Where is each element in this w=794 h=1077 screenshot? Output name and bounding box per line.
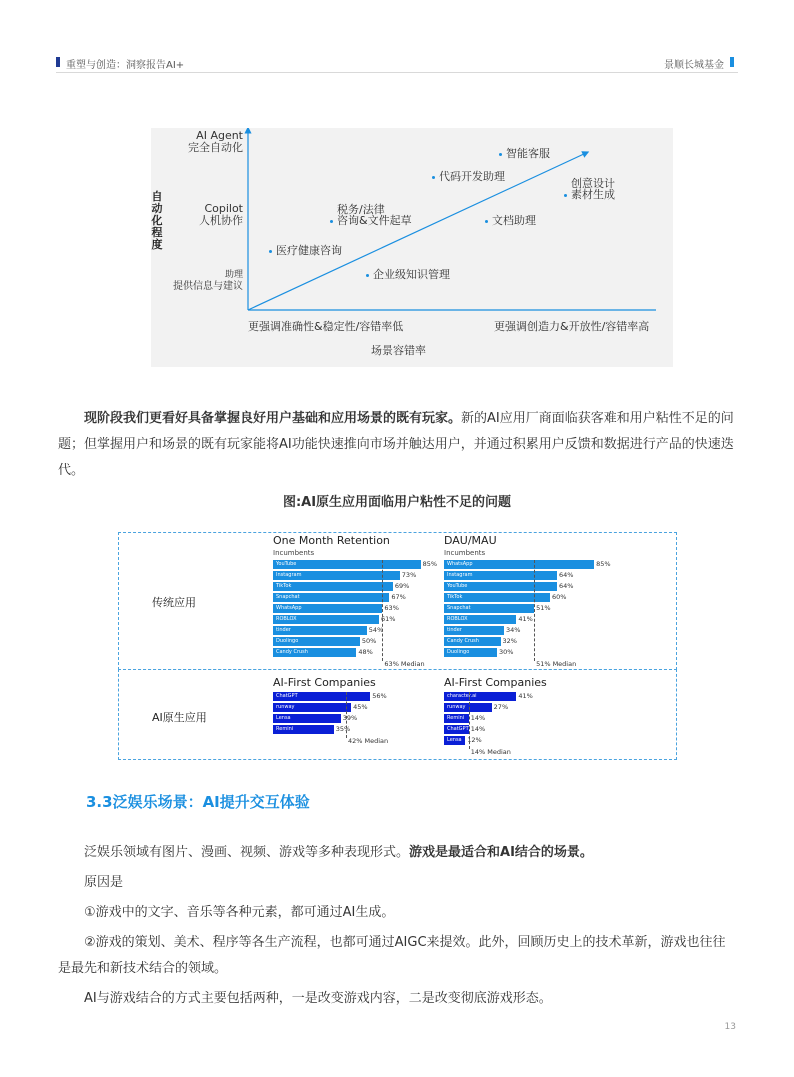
y-label-agent xyxy=(188,130,243,154)
bar-value-label: 64% xyxy=(559,571,574,579)
bar-value-label: 32% xyxy=(502,637,517,645)
y-label-assistant xyxy=(173,269,243,293)
bar-value-label: 12% xyxy=(467,736,482,744)
y-label-copilot xyxy=(199,203,243,227)
bar-value-label: 67% xyxy=(391,593,406,601)
bar: YouTube xyxy=(273,560,421,569)
y-label-line: 完全自动化 xyxy=(188,141,243,154)
bar-value-label: 50% xyxy=(361,637,377,645)
bar: WhatsApp xyxy=(273,604,382,613)
point-label: 创意设计 xyxy=(571,177,615,190)
point-label: 智能客服 xyxy=(506,147,550,160)
x-axis-title: 场景容错率 xyxy=(371,344,426,357)
point-dot xyxy=(485,220,488,223)
point-label: 企业级知识管理 xyxy=(373,268,450,281)
point-dot xyxy=(330,220,333,223)
bar: WhatsApp xyxy=(444,560,594,569)
bar-value-label: 54% xyxy=(368,626,384,634)
bar-value-label: 34% xyxy=(506,626,521,634)
header-left-title: 重塑与创造：洞察报告AI+ xyxy=(66,60,185,71)
bar-value-label: 69% xyxy=(394,582,410,590)
header-accent-bar xyxy=(56,57,60,67)
bar: YouTube xyxy=(444,582,557,591)
panel-title-daumau: DAU/MAU xyxy=(444,534,497,547)
bar-value-label: 85% xyxy=(422,560,438,568)
bar: TikTok xyxy=(444,593,550,602)
median-label: 51% Median xyxy=(536,660,577,668)
point-label: 代码开发助理 xyxy=(439,170,505,183)
point-label: 医疗健康咨询 xyxy=(276,244,342,257)
bar: runway xyxy=(273,703,351,712)
bar: ROBLOX xyxy=(444,615,516,624)
header-divider xyxy=(56,72,738,73)
paragraph-2: 原因是 xyxy=(84,875,124,890)
y-label-line: 提供信息与建议 xyxy=(173,281,243,292)
point-tax-legal xyxy=(330,204,412,226)
bar-value-label: 73% xyxy=(401,571,417,579)
bar: Lensa xyxy=(273,714,341,723)
x-label-high: 更强调创造力&开放性/容错率高 xyxy=(494,320,650,333)
point-label: 税务/法律 xyxy=(337,203,385,216)
median-label: 14% Median xyxy=(470,748,511,756)
automation-scatter-chart xyxy=(151,128,673,367)
point-smart-customer-service xyxy=(499,148,550,160)
bar-value-label: 41% xyxy=(518,615,533,623)
point-knowledge-management xyxy=(366,269,450,281)
panel-title-ai-retention: AI-First Companies xyxy=(273,676,376,689)
bar: Remini xyxy=(273,725,334,734)
median-line xyxy=(346,692,347,738)
bar-value-label: 51% xyxy=(536,604,551,612)
paragraph-5: AI与游戏结合的方式主要包括两种，一是改变游戏内容，二是改变彻底游戏形态。 xyxy=(84,991,552,1006)
median-line xyxy=(534,560,535,661)
point-dot xyxy=(499,153,502,156)
y-label-line: AI Agent xyxy=(196,129,243,142)
median-line xyxy=(382,560,383,661)
median-label: 63% Median xyxy=(384,660,425,668)
bar: ChatGPT xyxy=(444,725,469,734)
point-dot xyxy=(366,274,369,277)
bar: runway xyxy=(444,703,492,712)
point-medical-consult xyxy=(269,245,342,257)
panel-title-ai-daumau: AI-First Companies xyxy=(444,676,547,689)
header-accent-bar-right xyxy=(730,57,734,67)
point-code-assistant xyxy=(432,171,505,183)
section-title: 3.3泛娱乐场景：AI提升交互体验 xyxy=(86,793,310,811)
bar-value-label: 39% xyxy=(342,714,358,722)
bar-value-label: 60% xyxy=(551,593,567,601)
bar: TikTok xyxy=(273,582,393,591)
bar: Snapchat xyxy=(273,593,389,602)
point-dot xyxy=(269,250,272,253)
median-line xyxy=(469,692,470,749)
bar-value-label: 64% xyxy=(559,582,574,590)
paragraph-bold: 现阶段我们更看好具备掌握良好用户基础和应用场景的既有玩家。 xyxy=(84,411,462,426)
y-label-line: Copilot xyxy=(204,202,243,215)
bar-value-label: 14% xyxy=(470,714,486,722)
bar: ROBLOX xyxy=(273,615,379,624)
point-dot xyxy=(564,194,567,197)
paragraph-1 xyxy=(58,840,738,866)
header-right-title: 景顺长城基金 xyxy=(664,60,724,71)
bar: Remini xyxy=(444,714,469,723)
bar: Instagram xyxy=(273,571,400,580)
panel-subtitle-daumau: Incumbents xyxy=(444,549,486,557)
median-label: 42% Median xyxy=(347,737,389,745)
bar-value-label: 61% xyxy=(380,615,396,623)
bar-value-label: 85% xyxy=(596,560,611,568)
panel-title-retention: One Month Retention xyxy=(273,534,390,547)
y-label-line: 人机协作 xyxy=(199,214,243,227)
panel-subtitle-retention: Incumbents xyxy=(273,549,315,557)
bar-value-label: 48% xyxy=(358,648,373,656)
bar-value-label: 63% xyxy=(384,604,399,612)
figure-title: 图:AI原生应用面临用户粘性不足的问题 xyxy=(282,495,512,510)
point-dot xyxy=(432,176,435,179)
bar-value-label: 35% xyxy=(335,725,351,733)
paragraph-intro xyxy=(58,406,738,484)
paragraph-bold: 游戏是最适合和AI结合的场景。 xyxy=(409,845,593,860)
row-label-traditional: 传统应用 xyxy=(152,596,196,609)
bar: Duolingo xyxy=(444,648,497,657)
bar: character.ai xyxy=(444,692,516,701)
y-label-line: 助理 xyxy=(224,270,243,280)
bar: tinder xyxy=(444,626,504,635)
x-label-low: 更强调准确性&稳定性/容错率低 xyxy=(248,320,404,333)
bar-value-label: 27% xyxy=(493,703,509,711)
bar-value-label: 56% xyxy=(372,692,387,700)
paragraph-4: ②游戏的策划、美术、程序等各生产流程，也都可通过AIGC来提效。此外，回顾历史上的技术革新，游戏也往往是最先和新技术结合的领域。 xyxy=(58,935,726,976)
paragraph-normal: 新的AI应用厂商面临获客难和用户粘性不足的问题；但掌握用户和场景的既有玩家能将AI功能快速推向市场并触达用户，并通过积累用户反馈和数据进行产品的快速迭代。 xyxy=(58,411,734,478)
bar-value-label: 30% xyxy=(498,648,514,656)
point-document-assistant xyxy=(485,215,536,227)
bar: Snapchat xyxy=(444,604,534,613)
bar: tinder xyxy=(273,626,367,635)
point-label: 咨询&文件起草 xyxy=(337,214,412,227)
point-label: 文档助理 xyxy=(492,214,536,227)
page-number: 13 xyxy=(724,1022,736,1032)
bar: Lensa xyxy=(444,736,465,745)
point-creative-design xyxy=(564,178,615,200)
bar: Instagram xyxy=(444,571,557,580)
point-label: 素材生成 xyxy=(571,188,615,201)
row-label-ai-native: AI原生应用 xyxy=(152,711,207,724)
bar-value-label: 14% xyxy=(470,725,486,733)
paragraph-normal: 泛娱乐领域有图片、漫画、视频、游戏等多种表现形式。 xyxy=(84,845,410,860)
bar: Candy Crush xyxy=(444,637,501,646)
bar: ChatGPT xyxy=(273,692,370,701)
bar: Candy Crush xyxy=(273,648,356,657)
bar: Duolingo xyxy=(273,637,360,646)
paragraph-3: ①游戏中的文字、音乐等各种元素，都可通过AI生成。 xyxy=(84,905,395,920)
bar-value-label: 45% xyxy=(353,703,368,711)
bar-value-label: 41% xyxy=(518,692,533,700)
y-axis-title: 自动化程度 xyxy=(151,190,163,251)
